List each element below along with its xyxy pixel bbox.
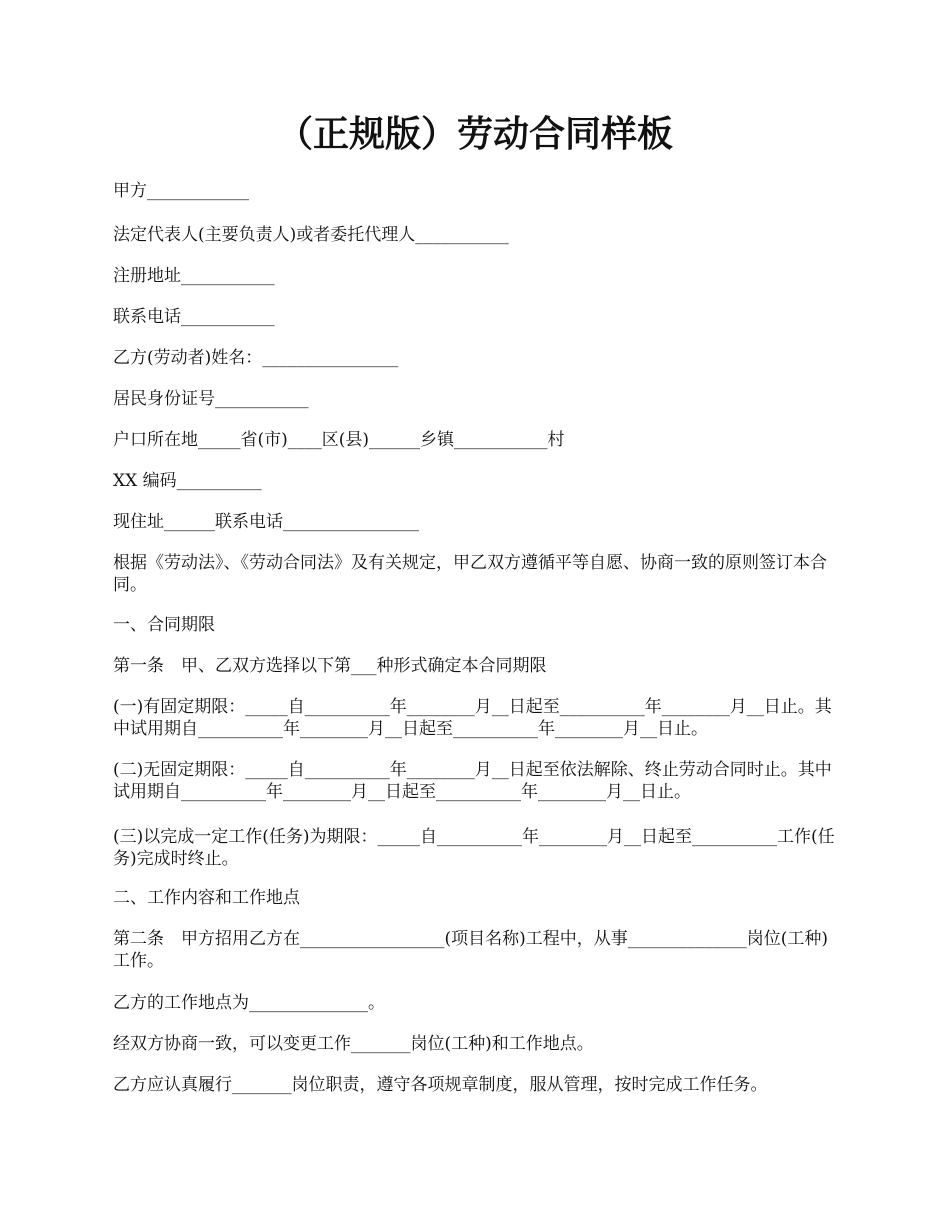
document-title: （正规版）劳动合同样板 <box>276 113 673 155</box>
duty-line: 乙方应认真履行_______岗位职责，遵守各项规章制度，服从管理，按时完成工作任务。 <box>113 1075 768 1095</box>
legal-representative-line: 法定代表人(主要负责人)或者委托代理人___________ <box>113 225 509 245</box>
term-task-clause: (三)以完成一定工作(任务)为期限：_____自__________年________月__日起至__________工作(任务)完成时终止。 <box>113 827 835 869</box>
id-number-line: 居民身份证号___________ <box>113 389 309 409</box>
household-registration-line: 户口所在地_____省(市)____区(县)______乡镇___________村 <box>113 430 565 450</box>
postal-code-line: XX 编码__________ <box>113 471 262 491</box>
current-address-line: 现住址______联系电话________________ <box>113 512 419 532</box>
article-1: 第一条 甲、乙双方选择以下第___种形式确定本合同期限 <box>113 656 547 676</box>
registered-address-line: 注册地址___________ <box>113 266 275 286</box>
work-location-line: 乙方的工作地点为______________。 <box>113 993 385 1013</box>
term-fixed-clause: (一)有固定期限：_____自__________年________月__日起至__________年________月__日止。其中试用期自__________年________月__日起至__________年________月__日止。 <box>113 697 832 739</box>
change-agreement-line: 经双方协商一致，可以变更工作_______岗位(工种)和工作地点。 <box>113 1034 594 1054</box>
section-heading-work: 二、工作内容和工作地点 <box>113 888 300 908</box>
party-a-phone-line: 联系电话___________ <box>113 307 275 327</box>
article-2: 第二条 甲方招用乙方在_________________(项目名称)工程中，从事______________岗位(工种)工作。 <box>113 929 829 971</box>
party-b-name-line: 乙方(劳动者)姓名：________________ <box>113 348 399 368</box>
preamble-paragraph: 根据《劳动法》、《劳动合同法》及有关规定，甲乙双方遵循平等自愿、协商一致的原则签订本合同。 <box>113 553 827 595</box>
term-open-clause: (二)无固定期限：_____自__________年________月__日起至依法解除、终止劳动合同时止。其中试用期自__________年________月__日起至__________年________月__日止。 <box>113 760 832 802</box>
party-a-line: 甲方____________ <box>113 181 249 201</box>
section-heading-term: 一、合同期限 <box>113 615 215 635</box>
